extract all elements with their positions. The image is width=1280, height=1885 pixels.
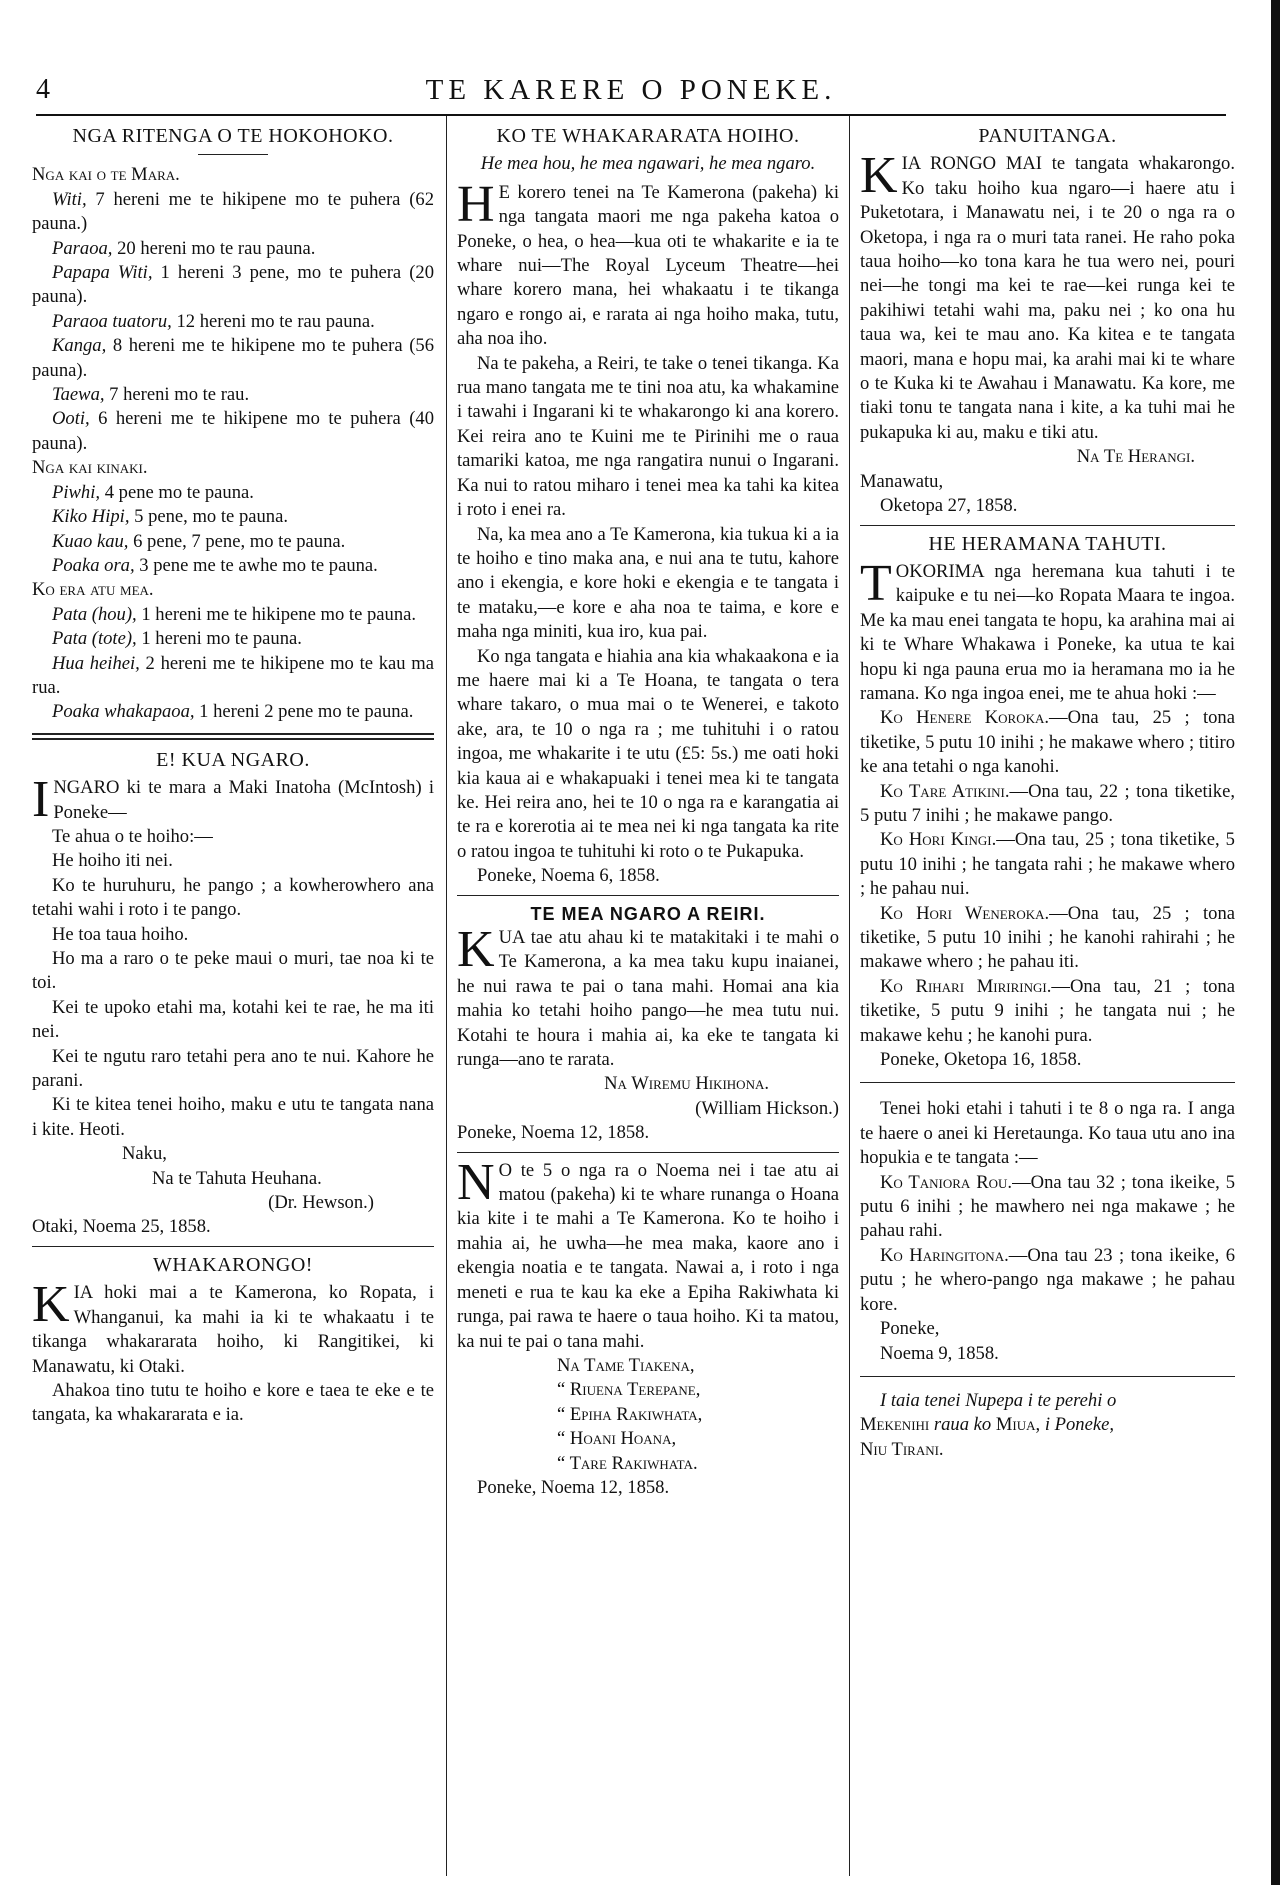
price-list-garden [32, 188, 434, 456]
deserters-notice [860, 560, 1235, 706]
notice-first-para: KIA RONGO MAI te tangata whakarongo. Ko taku hoiho kua ngaro—i haere atu i Puketotara, i Manawatu nei, i te 20 o nga ra o Oketopa, i nga ra o muri tata ranei. He raho poka taua hoiho—ko tona kara he tua wero nei, pouri nei—he tongi ma kei te rae—kei runga kei te pakihiwi tetahi wahi ma, paku nei ; ko ona hu taua wa, kei te mau ano. Ka kitea e te tangata maori, mana e hopu mai, ka arahi mai ki te whare o te Kuka ki te Awahau i Manawatu. Ka kore, me tiaki tonu te tangata nana i kite, a ka tuhi mai he pukapuka ki au, maku e tiki atu. [860, 152, 1235, 443]
notice-first-para: TOKORIMA nga heremana kua tahuti i te kaipuke e tu nei—ko Ropata Maara te ingoa. Me ka mau enei tangata te hopu, ka arahina mai ai ki te Whare Whakawa i Poneke, ka utua te kai hopu ki nga pauna erua mo ia heramana mo ia he ramana. Ko nga ingoa enei, me te ahua hoki :— [860, 559, 1235, 704]
masthead [36, 74, 1226, 108]
signatory: “ Epiha Rakiwhata, [557, 1403, 703, 1425]
section-heading: Nga kai kinaki. [32, 457, 148, 479]
price-item: Ooti, 6 hereni me te hikipene mo te puhera (40 pauna). [32, 408, 434, 454]
price-item: Papapa Witi, 1 hereni 3 pene, mo te puhera (20 pauna). [32, 262, 434, 308]
testimonial-para: KUA tae atu ahau ki te matakitaki i te mahi o Te Kamerona, a ka mea taku kupu inaianei, he nui rawa te pai o tana mahi. Homai ana kia mahia ko tetahi hoiho pango—he mea tutu nui. Kotahi te houra i mahia ai, ka eke te tangata ki runga—ano te rarata. [457, 926, 839, 1071]
drop-cap: I [32, 776, 50, 825]
person-entry: Ko Hori Kingi.—Ona tau, 25 ; tona tiketike, 5 putu 10 inihi ; he tangata rahi ; he makawe whero ; he pahau nui. [860, 829, 1235, 900]
horse-breaking-notice [32, 1281, 434, 1379]
lost-horse-notice [32, 776, 434, 825]
section-rule [860, 1376, 1235, 1377]
person-entry: Ko Hori Weneroka.—Ona tau, 25 ; tona tiketike, 5 putu 10 inihi ; he kanohi rahirahi ; he makawe whero ; he pahau iti. [860, 902, 1235, 973]
testimonial-para: N O te 5 o nga ra o Noema nei i tae atu ai matou (pakeha) ki te whare runanga o Hoana kia kite i te mahi a Te Kamerona. Ko te hoiho i mahia ai, he uwha—he mea maka, kaore ano i ekengia noatia e te tangata. Nawai a, i roto i nga meneti e rua te kau ka eke a Epiha Rakiwhata ki runga, pai rawa te haere o taua hoiho. Ki ta matou, ka nui te pai o tana mahi. [457, 1158, 839, 1352]
testimonial-1 [457, 926, 839, 1072]
drop-cap: N [457, 1158, 495, 1211]
imprint-line: I taia tenei Nupepa i te perehi o [880, 1389, 1117, 1411]
dateline: Noema 9, 1858. [880, 1342, 999, 1364]
notice-heading: PANUITANGA. [978, 125, 1117, 147]
signatory: Na Tame Tiakena, [557, 1354, 695, 1376]
person-entry: Ko Haringitona.—Ona tau 23 ; tona ikeike, 6 putu ; he whero-pango nga makawe ; he pahau kore. [860, 1244, 1236, 1315]
drop-cap: K [457, 926, 495, 978]
signatory: “ Riuena Terepane, [557, 1379, 701, 1401]
notice-paragraph: Tenei hoki etahi i tahuti i te 8 o nga ra. I anga te haere o anei ki Heretaunga. Ko taua utu ano ina hopukia e te tangata :— [860, 1098, 1235, 1169]
signature-line: Na Wiremu Hikihona. [604, 1073, 769, 1095]
page-edge-bar [1271, 0, 1280, 1885]
signatory: “ Tare Rakiwhata. [557, 1452, 698, 1474]
market-prices-heading: NGA RITENGA O TE HOKOHOKO. [72, 125, 394, 147]
signature-line: Na te Tahuta Heuhana. [152, 1167, 322, 1189]
lost-horse-first-para: INGARO ki te mara a Maki Inatoha (McIntosh) i Poneke— [32, 776, 434, 825]
place-line: Poneke, [880, 1318, 940, 1340]
section-heading: Nga kai o te Mara. [32, 164, 180, 186]
signatory: “ Hoani Hoana, [557, 1428, 677, 1450]
dateline: Poneke, Oketopa 16, 1858. [880, 1049, 1082, 1071]
notice-paragraph: Ko te huruhuru, he pango ; a kowherowhero ana tetahi wahi i roto i te pango. [32, 874, 434, 921]
notice-paragraph: He toa taua hoiho. [52, 923, 189, 945]
column-divider [446, 116, 447, 1876]
deserters-heading: HE HERAMANA TAHUTI. [928, 532, 1167, 555]
person-entry: Ko Taniora Rou.—Ona tau 32 ; tona ikeike, 5 putu 6 inihi ; he mawhero nei nga makawe ; he pahau rahi. [860, 1171, 1236, 1242]
drop-cap: K [32, 1281, 70, 1334]
notice-line: He hoiho iti nei. [52, 850, 173, 872]
section-rule [860, 1082, 1235, 1083]
notice-paragraph: Ahakoa tino tutu te hoiho e kore e taea te eke e te tangata, ka whakararata e ia. [32, 1379, 434, 1426]
notice-paragraph: Ho ma a raro o te peke maui o muri, tae noa ki te toi. [32, 948, 434, 994]
price-item: Poaka whakapaoa, 1 hereni 2 pene mo te pauna. [52, 701, 414, 723]
section-rule [32, 1246, 434, 1247]
notice-heading: WHAKARONGO! [153, 1253, 313, 1276]
signature-line: (Dr. Hewson.) [268, 1192, 374, 1214]
article-paragraph: Na te pakeha, a Reiri, te take o tenei tikanga. Ka rua mano tangata me te tini noa atu, ka whakamine i tawahi i Ingarani ki te whakarongo ki ana korero. Kei reira ano te Kuini me te Pirinihi me o raua tamariki katoa, me nga rangatira nunui o Ingarani. Ka nui to ratou miharo i tenei mea ka tahi ka kitea i roto i enei ra. [457, 352, 839, 521]
price-item: Kanga, 8 hereni me te hikipene mo te puhera (56 pauna). [32, 335, 434, 381]
person-entry: Ko Tare Atikini.—Ona tau, 22 ; tona tiketike, 5 putu 7 inihi ; he makawe pango. [860, 780, 1235, 826]
notice-line: Te ahua o te hoiho:— [52, 825, 213, 847]
notice-paragraph: Ki te kitea tenei hoiho, maku e utu te tangata nana i kite. Heoti. [32, 1094, 434, 1140]
price-item: Hua heihei, 2 hereni me te hikipene mo te kau ma rua. [32, 652, 434, 698]
imprint-line: Niu Tirani. [860, 1438, 944, 1460]
header-rule [36, 114, 1226, 116]
imprint-line: Mekenihi raua ko Miua, i Poneke, [860, 1414, 1114, 1436]
price-list-other [32, 603, 434, 725]
section-rule [860, 525, 1235, 526]
signature-line: (William Hickson.) [695, 1097, 839, 1119]
article-paragraph: Na, ka mea ano a Te Kamerona, kia tukua ki a ia te hoiho e tino maka ana, e nui ana te tutu, kahore ano i ekengia, e kore hoki e ekengia e te tangata i te mataku,—e kore e aha noa te taima, e kore e maha nga miniti, kua iro, kua pai. [457, 523, 839, 643]
dateline: Poneke, Noema 6, 1858. [477, 865, 660, 887]
dateline: Poneke, Noema 12, 1858. [477, 1476, 670, 1498]
column-2 [457, 122, 839, 1500]
horse-taming-heading: KO TE WHAKARARATA HOIHO. [496, 125, 800, 147]
article-first-para: H E korero tenei na Te Kamerona (pakeha) ki nga tangata maori me nga pakeha katoa o Poneke, o hea, o hea—kua oti te whakarite e ia te whare nui—The Royal Lyceum Theatre—hei whare korero mana, hei whakaatu i te tikanga ngaro e rongo ai, e rarata ai nga hoiho maka, tutu, aha noa iho. [457, 180, 839, 350]
column-1 [32, 122, 434, 1428]
price-item: Taewa, 7 hereni mo te rau. [52, 384, 250, 406]
place-line: Manawatu, [860, 470, 944, 492]
section-heading: Ko era atu mea. [32, 579, 154, 601]
article-paragraph: Ko nga tangata e hiahia ana kia whakaakona e ia me haere mai ki a Te Hoana, te tangata o tera whare takaro, o mua mai o te Wenerei, e takoto ake, ara, te 10 o nga ra ; me tuhituhi i o ratou ingoa, me whakarite i te utu (£5: 5s.) me oati hoki kia kaua ai e whakapuaki i tenei mea ki te tangata ke. Hei reira ano, hei te 10 o nga ra e karangatia ai te ra e korerotia ai te mea nei ki nga tangata ka rite o ratou ingoa te tuhituhi ki roto o te Pukapuka. [457, 645, 839, 862]
price-item: Poaka ora, 3 pene me te awhe mo te pauna. [52, 554, 378, 576]
person-entry: Ko Henere Koroka.—Ona tau, 25 ; tona tiketike, 5 putu 10 inihi ; he makawe whero ; titiro ke ana tetahi o nga kanohi. [860, 707, 1235, 778]
notice-paragraph: Kei te upoko etahi ma, kotahi kei te rae, he ma iti nei. [32, 996, 434, 1043]
dateline: Otaki, Noema 25, 1858. [32, 1216, 211, 1238]
drop-cap: K [860, 152, 898, 205]
rarey-secret-heading: TE MEA NGARO A REIRI. [530, 903, 766, 924]
lost-horse-heading: E! KUA NGARO. [156, 748, 310, 771]
dateline: Poneke, Noema 12, 1858. [457, 1122, 650, 1144]
page-number: 4 [36, 74, 50, 105]
signature-line: Na Te Herangi. [1076, 446, 1195, 468]
article-intro [457, 181, 839, 352]
price-item: Pata (hou), 1 hereni me te hikipene mo te pauna. [52, 603, 417, 625]
price-item: Paraoa tuatoru, 12 hereni mo te rau pauna. [52, 310, 375, 332]
price-item: Kiko Hipi, 5 pene, mo te pauna. [52, 506, 288, 528]
newspaper-title: TE KARERE O PONEKE. [425, 74, 837, 106]
testimonial-2 [457, 1159, 839, 1354]
column-divider [849, 116, 850, 1876]
price-item: Witi, 7 hereni me te hikipene mo te puhera (62 pauna.) [32, 188, 434, 235]
notice-paragraph: Kei te ngutu raro tetahi pera ano te nui. Kahore he parani. [32, 1045, 434, 1092]
price-item: Piwhi, 4 pene mo te pauna. [52, 481, 254, 503]
price-item: Pata (tote), 1 hereni mo te pauna. [52, 628, 302, 650]
section-rule [457, 1152, 839, 1153]
price-item: Paraoa, 20 hereni mo te rau pauna. [52, 237, 316, 259]
subheading: He mea hou, he mea ngawari, he mea ngaro. [480, 153, 816, 175]
lost-horse-panui [860, 152, 1235, 445]
notice-first-para: KIA hoki mai a te Kamerona, ko Ropata, i Whanganui, ka mahi ia ki te whakaatu i te tikanga whakararata hoiho, ki Rangitikei, ki Manawatu, ki Otaki. [32, 1281, 434, 1377]
price-item: Kuao kau, 6 pene, 7 pene, mo te pauna. [52, 530, 346, 552]
dateline: Oketopa 27, 1858. [880, 495, 1018, 517]
drop-cap: T [860, 559, 892, 612]
signature-line: Naku, [122, 1143, 167, 1165]
price-list-relish [32, 481, 434, 579]
short-rule [198, 154, 268, 155]
section-rule [457, 895, 839, 896]
section-double-rule [32, 733, 434, 740]
drop-cap: H [457, 180, 495, 233]
person-entry: Ko Rihari Miriringi.—Ona tau, 21 ; tona tiketike, 5 putu 9 inihi ; he tangata nui ; he makawe kehu ; he kanohi pura. [860, 975, 1235, 1046]
column-3 [860, 122, 1235, 1462]
